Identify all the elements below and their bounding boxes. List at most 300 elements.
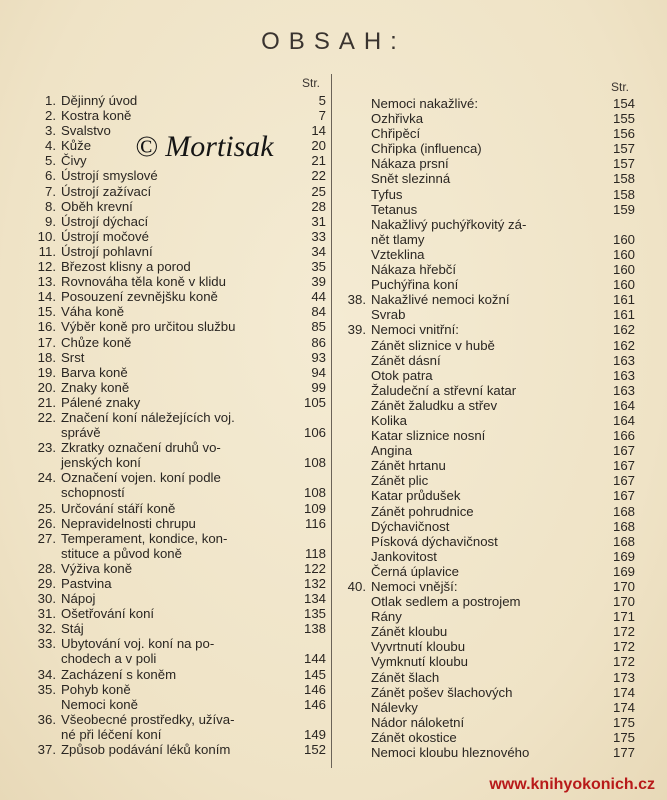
- toc-entry: [30, 304, 326, 319]
- entry-title: Snět slezinná: [371, 171, 451, 187]
- entry-page: 169: [612, 563, 635, 579]
- entry-number: 3.: [45, 123, 56, 139]
- entry-page: 156: [612, 126, 635, 142]
- entry-number: 34.: [37, 666, 56, 682]
- toc-entry: [340, 156, 635, 171]
- entry-number: 13.: [37, 274, 56, 290]
- entry-page: 160: [612, 246, 635, 262]
- entry-page: 28: [311, 198, 326, 214]
- toc-entry: [340, 277, 635, 292]
- website-link[interactable]: www.knihyokonich.cz: [489, 776, 655, 793]
- entry-page: 86: [311, 334, 326, 350]
- entry-title: Určování stáří koně: [61, 500, 176, 516]
- toc-entry: [340, 171, 635, 186]
- entry-number: 21.: [37, 394, 56, 410]
- entry-page: 160: [612, 277, 635, 293]
- entry-title: Zánět pošev šlachových: [371, 684, 513, 700]
- entry-title: Angina: [371, 443, 413, 459]
- entry-page: 152: [303, 742, 326, 758]
- entry-page: 177: [612, 745, 635, 761]
- entry-title: né při léčení koní: [61, 726, 162, 742]
- toc-entry: [30, 365, 326, 380]
- entry-page: 160: [612, 231, 635, 247]
- entry-title: Zánět kloubu: [371, 624, 448, 640]
- toc-entry: [340, 383, 635, 398]
- entry-title: Výživa koně: [61, 560, 133, 576]
- toc-entry: [340, 685, 635, 700]
- entry-title: Nálevky: [371, 699, 418, 715]
- entry-title: Puchýřina koní: [371, 277, 459, 293]
- entry-page: 168: [612, 533, 635, 549]
- entry-number: 39.: [347, 322, 366, 338]
- entry-title: Březost klisny a porod: [61, 259, 191, 275]
- entry-title: Značení koní náležejících voj.: [61, 409, 235, 425]
- entry-title: Pohyb koně: [61, 681, 131, 697]
- toc-entry: [30, 712, 326, 727]
- entry-title: Nemoci vnější:: [371, 579, 458, 594]
- entry-page: 170: [612, 579, 635, 594]
- entry-page: 7: [318, 108, 326, 124]
- entry-title: Jankovitost: [371, 548, 437, 564]
- toc-entry: [340, 519, 635, 534]
- entry-title: Zánět šlach: [371, 669, 440, 685]
- toc-entry: [340, 458, 635, 473]
- entry-page: 118: [304, 545, 326, 561]
- entry-page: 146: [303, 681, 326, 697]
- entry-title: Ústrojí močové: [61, 228, 149, 244]
- entry-title: Nápoj: [61, 591, 96, 607]
- toc-entry: [340, 609, 635, 624]
- entry-number: 15.: [37, 304, 56, 320]
- entry-number: 20.: [37, 379, 56, 395]
- entry-page: 132: [303, 576, 326, 591]
- toc-entry: [340, 473, 635, 488]
- toc-entry: [340, 700, 635, 715]
- entry-page: 172: [612, 639, 635, 655]
- entry-title: Nepravidelnosti chrupu: [61, 515, 196, 531]
- entry-page: 116: [304, 515, 326, 531]
- toc-entry: [340, 443, 635, 458]
- toc-entry: [30, 455, 326, 470]
- entry-number: 37.: [37, 742, 56, 758]
- toc-entry: [340, 202, 635, 217]
- entry-title: Chřipka (influenca): [371, 141, 482, 157]
- entry-title: Zánět žaludku a střev: [371, 397, 498, 413]
- entry-title: Zánět hrtanu: [371, 458, 446, 474]
- toc-entry: [30, 335, 326, 350]
- entry-page: 35: [311, 259, 326, 275]
- toc-entry: [30, 697, 326, 712]
- toc-entry: [340, 654, 635, 669]
- entry-title: Nemoci nakažlivé:: [371, 96, 479, 111]
- toc-entry: [340, 504, 635, 519]
- toc-entry: [30, 531, 326, 546]
- entry-number: 14.: [37, 289, 56, 305]
- toc-entry: [340, 96, 635, 111]
- entry-page: 105: [303, 394, 326, 410]
- entry-page: 175: [612, 714, 635, 730]
- entry-page: 44: [311, 289, 326, 305]
- entry-title: Zánět dásní: [371, 352, 441, 368]
- toc-entry: [340, 262, 635, 277]
- entry-number: 30.: [37, 591, 56, 607]
- entry-page: 174: [612, 699, 635, 715]
- entry-title: Nádor náloketní: [371, 714, 465, 730]
- entry-title: Černá úplavice: [371, 563, 459, 579]
- entry-page: 108: [303, 485, 326, 501]
- entry-title: Ošetřování koní: [61, 606, 155, 622]
- toc-entry: [340, 368, 635, 383]
- entry-number: 6.: [45, 168, 56, 184]
- entry-title: Katar sliznice nosní: [371, 428, 486, 444]
- toc-entry: [340, 322, 635, 337]
- entry-title: Zkratky označení druhů vo-: [61, 440, 221, 456]
- entry-number: 17.: [37, 334, 56, 350]
- entry-number: 28.: [37, 560, 56, 576]
- entry-number: 31.: [37, 606, 56, 622]
- entry-number: 18.: [37, 349, 56, 365]
- toc-entry: [340, 307, 635, 322]
- toc-entry: [30, 682, 326, 697]
- entry-page: 167: [612, 443, 635, 459]
- toc-entry: [340, 745, 635, 760]
- toc-entry: [340, 549, 635, 564]
- entry-title: Zacházení s koněm: [61, 666, 177, 682]
- entry-title: Posouzení zevnějšku koně: [61, 289, 218, 305]
- entry-title: Tyfus: [371, 186, 403, 202]
- entry-page: 173: [612, 669, 635, 685]
- entry-title: Otlak sedlem a postrojem: [371, 594, 521, 610]
- entry-page: 14: [311, 123, 326, 139]
- entry-title: Zánět sliznice v hubě: [371, 337, 495, 353]
- entry-title: Nemoci kloubu hleznového: [371, 745, 530, 761]
- entry-page: 144: [303, 651, 326, 667]
- entry-title: Všeobecné prostředky, užíva-: [61, 711, 235, 727]
- entry-title: jenských koní: [61, 455, 141, 471]
- entry-title: Srst: [61, 349, 85, 365]
- entry-page: 122: [303, 560, 326, 576]
- entry-number: 8.: [45, 198, 56, 214]
- entry-title: Rány: [371, 609, 402, 625]
- entry-title: Zánět plic: [371, 473, 429, 489]
- entry-title: Stáj: [61, 621, 84, 637]
- entry-page: 160: [612, 262, 635, 278]
- entry-page: 145: [303, 666, 326, 682]
- toc-entry: [340, 232, 635, 247]
- toc-entry: [340, 126, 635, 141]
- toc-entry: [30, 591, 326, 606]
- entry-page: 172: [612, 654, 635, 670]
- entry-page: 167: [612, 458, 635, 474]
- toc-entry: [30, 395, 326, 410]
- toc-entry: [30, 289, 326, 304]
- page-column-header: Str.: [301, 76, 320, 90]
- entry-page: 84: [311, 304, 326, 320]
- toc-entry: [30, 651, 326, 666]
- entry-page: 33: [311, 228, 326, 244]
- entry-page: 170: [612, 594, 635, 610]
- toc-entry: [340, 187, 635, 202]
- entry-number: 25.: [37, 500, 56, 516]
- entry-page: 162: [612, 322, 635, 338]
- page-column-header: Str.: [610, 80, 629, 94]
- toc-entry: [30, 621, 326, 636]
- toc-entry: [340, 292, 635, 307]
- entry-title: Ozhřivka: [371, 111, 424, 127]
- entry-title: Způsob podávání léků koním: [61, 742, 231, 758]
- entry-title: Zánět pohrudnice: [371, 503, 474, 519]
- toc-entry: [340, 534, 635, 549]
- toc-entry: [340, 730, 635, 745]
- entry-title: Barva koně: [61, 364, 128, 380]
- entry-title: Ústrojí pohlavní: [61, 243, 153, 259]
- entry-page: 31: [311, 213, 326, 229]
- toc-entry: [30, 516, 326, 531]
- toc-entry: [340, 594, 635, 609]
- toc-entry: [340, 715, 635, 730]
- entry-title: Temperament, kondice, kon-: [61, 530, 228, 546]
- watermark: © Mortisak: [135, 130, 274, 163]
- entry-page: 135: [303, 606, 326, 622]
- toc-entry: [30, 727, 326, 742]
- entry-title: Vzteklina: [371, 246, 425, 262]
- entry-title: správě: [61, 425, 101, 441]
- entry-number: 11.: [38, 243, 56, 259]
- entry-number: 32.: [37, 621, 56, 637]
- entry-number: 16.: [37, 319, 56, 335]
- entry-page: 167: [612, 488, 635, 504]
- entry-page: 21: [311, 153, 326, 169]
- entry-title: nět tlamy: [371, 231, 425, 247]
- toc-entry: [340, 111, 635, 126]
- entry-page: 168: [612, 503, 635, 519]
- entry-page: 171: [612, 609, 635, 625]
- entry-page: 161: [612, 292, 635, 308]
- entry-title: Pálené znaky: [61, 394, 141, 410]
- entry-number: 27.: [37, 530, 56, 546]
- toc-entry: [30, 168, 326, 183]
- page-title: OBSAH:: [261, 28, 406, 55]
- entry-page: 34: [311, 243, 326, 259]
- entry-title: Výběr koně pro určitou službu: [61, 319, 236, 335]
- toc-entry: [340, 639, 635, 654]
- toc-entry: [30, 501, 326, 516]
- entry-title: Tetanus: [371, 201, 418, 217]
- entry-number: 23.: [37, 440, 56, 456]
- entry-number: 35.: [37, 681, 56, 697]
- toc-entry: [340, 338, 635, 353]
- toc-entry: [340, 579, 635, 594]
- entry-number: 19.: [37, 364, 56, 380]
- entry-title: Písková dýchavičnost: [371, 533, 498, 549]
- entry-page: 20: [311, 138, 326, 154]
- toc-entry: [30, 93, 326, 108]
- entry-page: 94: [311, 364, 326, 380]
- entry-page: 157: [612, 141, 635, 157]
- toc-entry: [30, 485, 326, 500]
- entry-page: 146: [303, 696, 326, 712]
- toc-entry: [30, 606, 326, 621]
- entry-page: 175: [612, 729, 635, 745]
- entry-title: Dýchavičnost: [371, 518, 450, 534]
- entry-title: Chřipěcí: [371, 126, 421, 142]
- entry-number: 33.: [37, 636, 56, 652]
- entry-page: 162: [612, 337, 635, 353]
- toc-entry: [30, 108, 326, 123]
- entry-title: Vymknutí kloubu: [371, 654, 468, 670]
- toc-entry: [30, 576, 326, 591]
- toc-list-right: [340, 96, 635, 760]
- toc-entry: [30, 410, 326, 425]
- toc-entry: [340, 398, 635, 413]
- entry-title: Svalstvo: [61, 123, 111, 139]
- toc-entry: [30, 319, 326, 334]
- entry-page: 164: [612, 412, 635, 428]
- toc-entry: [30, 259, 326, 274]
- toc-entry: [340, 624, 635, 639]
- entry-page: 161: [612, 307, 635, 323]
- toc-entry: [340, 247, 635, 262]
- toc-entry: [30, 184, 326, 199]
- entry-title: Označení vojen. koní podle: [61, 470, 221, 486]
- entry-page: 99: [311, 379, 326, 395]
- toc-entry: [340, 217, 635, 232]
- entry-title: Kostra koně: [61, 108, 132, 124]
- entry-title: Ústrojí zažívací: [61, 183, 152, 199]
- entry-title: Otok patra: [371, 367, 433, 383]
- entry-title: Nakažlivé nemoci kožní: [371, 292, 510, 308]
- toc-entry: [30, 636, 326, 651]
- entry-number: 1.: [45, 93, 56, 108]
- toc-entry: [30, 274, 326, 289]
- entry-title: Čivy: [61, 153, 87, 169]
- toc-list-left: [30, 93, 326, 757]
- toc-entry: [340, 670, 635, 685]
- entry-number: 5.: [45, 153, 56, 169]
- entry-page: 5: [318, 93, 326, 108]
- entry-number: 7.: [45, 183, 56, 199]
- entry-page: 174: [612, 684, 635, 700]
- entry-number: 2.: [45, 108, 56, 124]
- toc-entry: [30, 199, 326, 214]
- entry-page: 169: [612, 548, 635, 564]
- entry-title: Nakažlivý puchýřkovitý zá-: [371, 216, 527, 232]
- entry-page: 158: [612, 171, 635, 187]
- entry-title: Kůže: [61, 138, 92, 154]
- toc-entry: [340, 141, 635, 156]
- entry-number: 38.: [347, 292, 366, 308]
- entry-page: 85: [311, 319, 326, 335]
- entry-page: 93: [311, 349, 326, 365]
- entry-number: 22.: [37, 409, 56, 425]
- entry-title: Žaludeční a střevní katar: [371, 382, 517, 398]
- entry-title: Ústrojí smyslové: [61, 168, 158, 184]
- entry-number: 36.: [37, 711, 56, 727]
- toc-entry: [30, 742, 326, 757]
- entry-title: Zánět okostice: [371, 729, 457, 745]
- entry-page: 106: [303, 425, 326, 441]
- entry-page: 168: [612, 518, 635, 534]
- entry-page: 166: [612, 428, 635, 444]
- entry-title: Vyvrtnutí kloubu: [371, 639, 466, 655]
- toc-entry: [30, 667, 326, 682]
- toc-entry: [30, 561, 326, 576]
- entry-title: Nemoci koně: [61, 696, 138, 712]
- toc-entry: [30, 229, 326, 244]
- entry-number: 26.: [37, 515, 56, 531]
- entry-page: 149: [303, 726, 326, 742]
- entry-title: Ústrojí dýchací: [61, 213, 149, 229]
- toc-entry: [340, 488, 635, 503]
- entry-page: 22: [311, 168, 326, 184]
- toc-entry: [30, 244, 326, 259]
- entry-title: Dějinný úvod: [61, 93, 138, 108]
- toc-entry: [30, 380, 326, 395]
- entry-page: 164: [612, 397, 635, 413]
- entry-page: 163: [612, 367, 635, 383]
- entry-title: stituce a původ koně: [61, 545, 182, 561]
- entry-title: Pastvina: [61, 576, 112, 591]
- entry-number: 29.: [37, 576, 56, 591]
- toc-entry: [340, 564, 635, 579]
- entry-title: Nákaza prsní: [371, 156, 449, 172]
- entry-title: schopností: [61, 485, 125, 501]
- toc-entry: [30, 470, 326, 485]
- column-divider: [331, 74, 332, 768]
- entry-title: chodech a v poli: [61, 651, 157, 667]
- entry-page: 108: [303, 455, 326, 471]
- entry-page: 134: [303, 591, 326, 607]
- entry-title: Chůze koně: [61, 334, 132, 350]
- toc-entry: [30, 425, 326, 440]
- entry-title: Kolika: [371, 412, 407, 428]
- toc-entry: [30, 214, 326, 229]
- entry-number: 24.: [37, 470, 56, 486]
- entry-page: 167: [612, 473, 635, 489]
- entry-page: 163: [612, 382, 635, 398]
- entry-title: Svrab: [371, 307, 406, 323]
- entry-title: Váha koně: [61, 304, 125, 320]
- toc-entry: [340, 428, 635, 443]
- entry-number: 12.: [37, 259, 56, 275]
- toc-entry: [340, 353, 635, 368]
- entry-title: Katar průdušek: [371, 488, 461, 504]
- entry-title: Oběh krevní: [61, 198, 133, 214]
- entry-page: 163: [612, 352, 635, 368]
- entry-page: 154: [612, 96, 635, 111]
- entry-page: 39: [311, 274, 326, 290]
- toc-entry: [340, 413, 635, 428]
- toc-entry: [30, 546, 326, 561]
- entry-title: Ubytování voj. koní na po-: [61, 636, 215, 652]
- entry-number: 10.: [37, 228, 56, 244]
- entry-title: Nemoci vnitřní:: [371, 322, 459, 338]
- toc-entry: [30, 440, 326, 455]
- entry-title: Rovnováha těla koně v klidu: [61, 274, 226, 290]
- entry-page: 25: [311, 183, 326, 199]
- entry-page: 158: [612, 186, 635, 202]
- toc-entry: [30, 350, 326, 365]
- entry-page: 109: [303, 500, 326, 516]
- entry-number: 9.: [45, 213, 56, 229]
- entry-title: Nákaza hřebčí: [371, 262, 457, 278]
- entry-page: 157: [612, 156, 635, 172]
- entry-page: 159: [612, 201, 635, 217]
- entry-page: 172: [612, 624, 635, 640]
- entry-title: Znaky koně: [61, 379, 130, 395]
- entry-page: 155: [612, 111, 635, 127]
- entry-number: 40.: [347, 579, 366, 594]
